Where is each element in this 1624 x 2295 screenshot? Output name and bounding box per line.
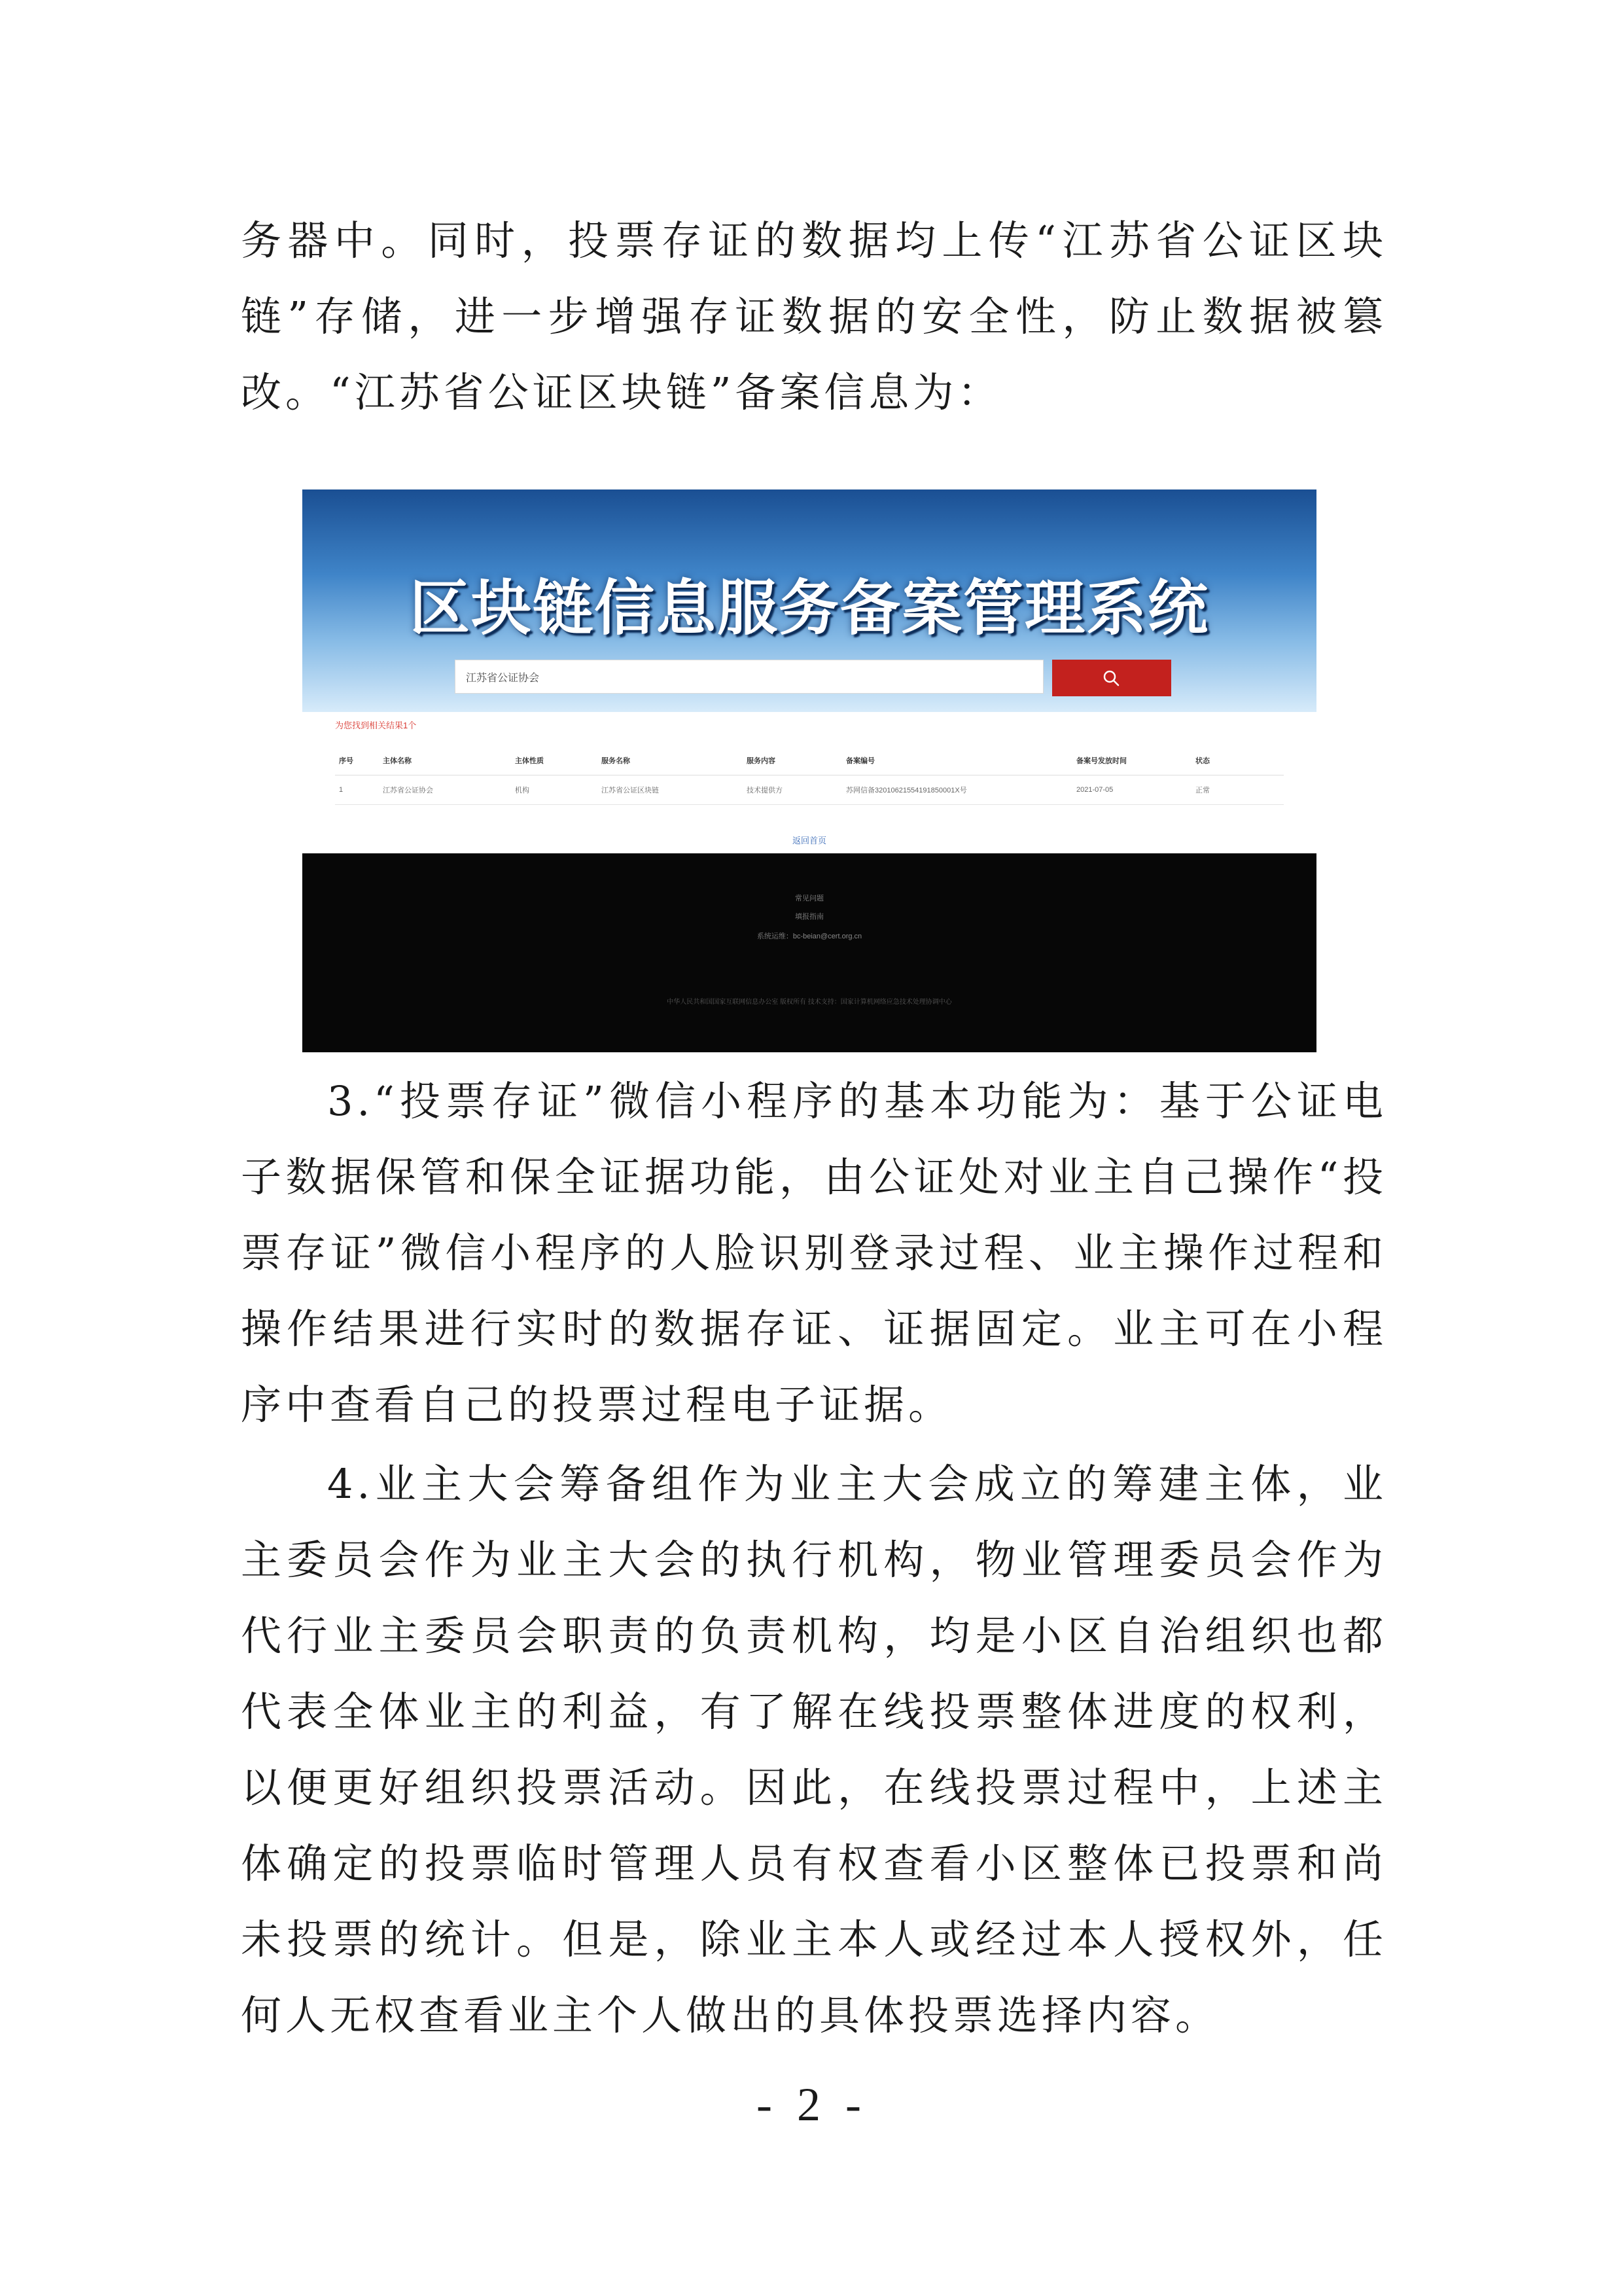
column-header-service-content: 服务内容: [743, 746, 842, 775]
back-home-link[interactable]: 返回首页: [792, 836, 826, 845]
column-header-record-number: 备案编号: [842, 746, 1072, 775]
footer-link-faq[interactable]: 常见问题: [795, 895, 824, 902]
cell-service-content: 技术提供方: [743, 775, 842, 805]
result-count: 为您找到相关结果1个: [335, 721, 417, 730]
footer-contact: 系统运维：bc-beian@cert.org.cn: [756, 933, 862, 940]
cell-index: 1: [335, 775, 379, 805]
cell-entity-type: 机构: [511, 775, 597, 805]
footer-copyright: 中华人民共和国国家互联网信息办公室 版权所有 技术支持：国家计算机网络应急技术处理协调中心: [667, 999, 952, 1006]
records-table: [335, 746, 1284, 805]
cell-record-number: 苏网信备32010621554191850001X号: [842, 775, 1072, 805]
screenshot-footer: [302, 853, 1316, 1052]
column-header-service-name: 服务名称: [597, 746, 743, 775]
cell-entity-name: 江苏省公证协会: [379, 775, 511, 805]
paragraph-organization-rights: 4.业主大会筹备组作为业主大会成立的筹建主体，业主委员会作为业主大会的执行机构，物业管理委员会作为代行业主委员会职责的负责机构，均是小区自治组织也都代表全体业主的利益，有了解在线投票整体进度的权利，以便更好组织投票活动。因此，在线投票过程中，上述主体确定的投票临时管理人员有权查看小区整体已投票和尚未投票的统计。但是，除业主本人或经过本人授权外，任何人无权查看业主个人做出的具体投票选择内容。: [241, 1460, 1387, 2039]
search-button[interactable]: [1052, 660, 1171, 696]
blockchain-registration-screenshot: [302, 489, 1316, 1052]
column-header-issue-date: 备案号发放时间: [1072, 746, 1192, 775]
search-icon: [1102, 669, 1120, 687]
table-header-row: [335, 746, 1284, 775]
paragraph-mini-program-function: 3.“投票存证”微信小程序的基本功能为：基于公证电子数据保管和保全证据功能，由公证处对业主自己操作“投票存证”微信小程序的人脸识别登录过程、业主操作过程和操作结果进行实时的数据存证、证据固定。业主可在小程序中查看自己的投票过程电子证据。: [241, 1077, 1387, 1429]
cell-status: 正常: [1192, 775, 1284, 805]
cell-issue-date: 2021-07-05: [1072, 775, 1192, 805]
page-number: - 2 -: [756, 2078, 868, 2131]
paragraph-storage-intro: 务器中。同时，投票存证的数据均上传“江苏省公证区块链”存储，进一步增强存证数据的安全性，防止数据被篡改。“江苏省公证区块链”备案信息为：: [241, 217, 1387, 416]
footer-link-guide[interactable]: 填报指南: [795, 913, 824, 921]
search-input[interactable]: [455, 660, 1044, 694]
screenshot-header-banner: [302, 489, 1316, 712]
column-header-index: 序号: [335, 746, 379, 775]
column-header-entity-type: 主体性质: [511, 746, 597, 775]
column-header-entity-name: 主体名称: [379, 746, 511, 775]
column-header-status: 状态: [1192, 746, 1284, 775]
cell-service-name: 江苏省公证区块链: [597, 775, 743, 805]
system-title: 区块链信息服务备案管理系统: [409, 573, 1209, 643]
table-row[interactable]: [335, 775, 1284, 805]
